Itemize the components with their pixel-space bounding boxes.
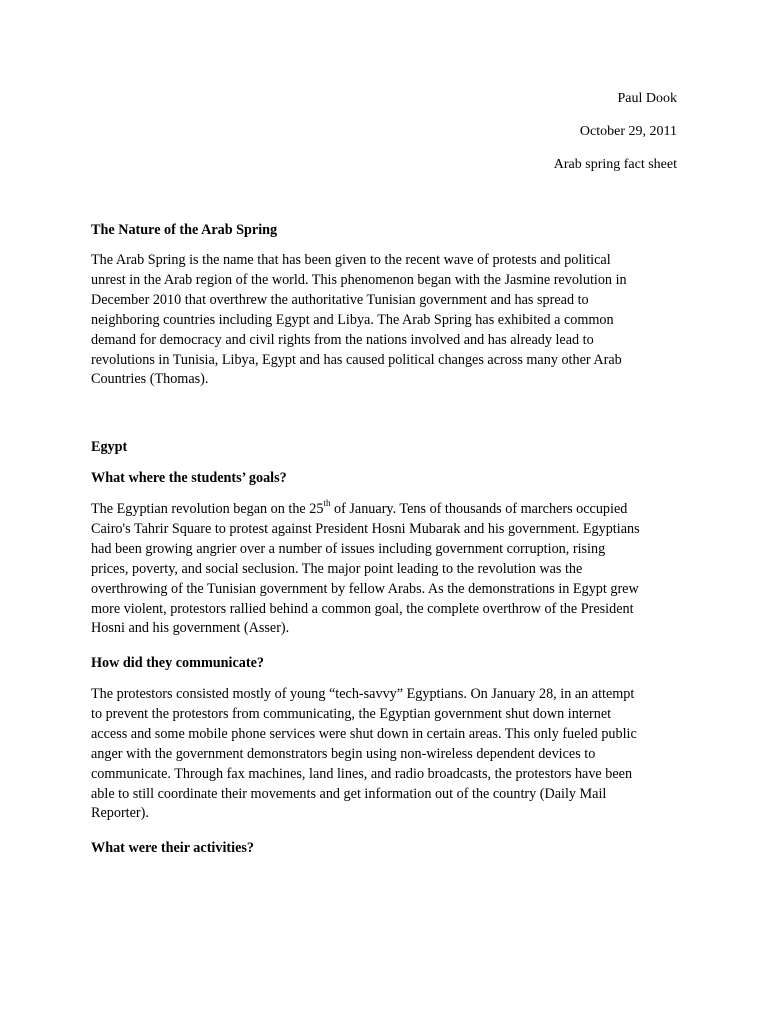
- paragraph-line: prices, poverty, and social seclusion. The major point leading to the revolution was the: [91, 560, 583, 577]
- question-activities: What were their activities?: [91, 840, 254, 856]
- paragraph-text: of January. Tens of thousands of marchers occupied: [330, 501, 628, 517]
- paragraph-text: The Egyptian revolution began on the 25: [91, 501, 324, 517]
- paragraph-line: communicate. Through fax machines, land lines, and radio broadcasts, the protestors have been: [91, 765, 633, 782]
- question-goals: What where the students’ goals?: [91, 470, 287, 486]
- paragraph-line: unrest in the Arab region of the world. This phenomenon began with the Jasmine revolution in: [91, 271, 627, 288]
- ordinal-suffix: th: [323, 498, 331, 509]
- document-title: Arab spring fact sheet: [553, 157, 677, 172]
- paragraph-line: anger with the government demonstrators begin using non-wireless dependent devices to: [91, 745, 596, 762]
- paragraph-line: [91, 500, 681, 520]
- document-date: October 29, 2011: [579, 124, 677, 139]
- paragraph-line: December 2010 that overthrew the authoritative Tunisian government and has spread to: [91, 291, 589, 308]
- paragraph-goals: [91, 500, 681, 639]
- paragraph-line: demand for democracy and civil rights from the nations involved and has already lead to: [91, 331, 594, 348]
- paragraph-line: revolutions in Tunisia, Libya, Egypt and has caused political changes across many other Arab: [91, 351, 622, 368]
- section-heading-egypt: Egypt: [91, 439, 128, 455]
- paragraph-line: Hosni and his government (Asser).: [91, 620, 290, 637]
- paragraph-line: Cairo's Tahrir Square to protest against President Hosni Mubarak and his government. Egyptians: [91, 520, 640, 537]
- section-heading-nature: The Nature of the Arab Spring: [91, 222, 278, 238]
- paragraph-line: overthrowing of the Tunisian government by fellow Arabs. As the demonstrations in Egypt grew: [91, 580, 639, 597]
- paragraph-line: neighboring countries including Egypt and Libya. The Arab Spring has exhibited a common: [91, 311, 614, 328]
- author-name: Paul Dook: [617, 91, 677, 106]
- paragraph-communicate: [91, 685, 681, 824]
- paragraph-line: Reporter).: [91, 805, 149, 822]
- paragraph-line: to prevent the protestors from communicating, the Egyptian government shut down internet: [91, 705, 612, 722]
- paragraph-line: Countries (Thomas).: [91, 371, 209, 388]
- paragraph-nature: [91, 251, 681, 390]
- paragraph-line: The protestors consisted mostly of young “tech-savvy” Egyptians. On January 28, in an attempt: [91, 686, 635, 702]
- paragraph-line: The Arab Spring is the name that has been given to the recent wave of protests and political: [91, 252, 611, 268]
- paragraph-line: more violent, protestors rallied behind a common goal, the complete overthrow of the President: [91, 600, 634, 617]
- question-communicate: How did they communicate?: [91, 655, 265, 671]
- paragraph-line: access and some mobile phone services were shut down in certain areas. This only fueled public: [91, 725, 637, 742]
- paragraph-line: able to still coordinate their movements and get information out of the country (Daily Mail: [91, 785, 607, 802]
- paragraph-line: had been growing angrier over a number of issues including government corruption, rising: [91, 540, 606, 557]
